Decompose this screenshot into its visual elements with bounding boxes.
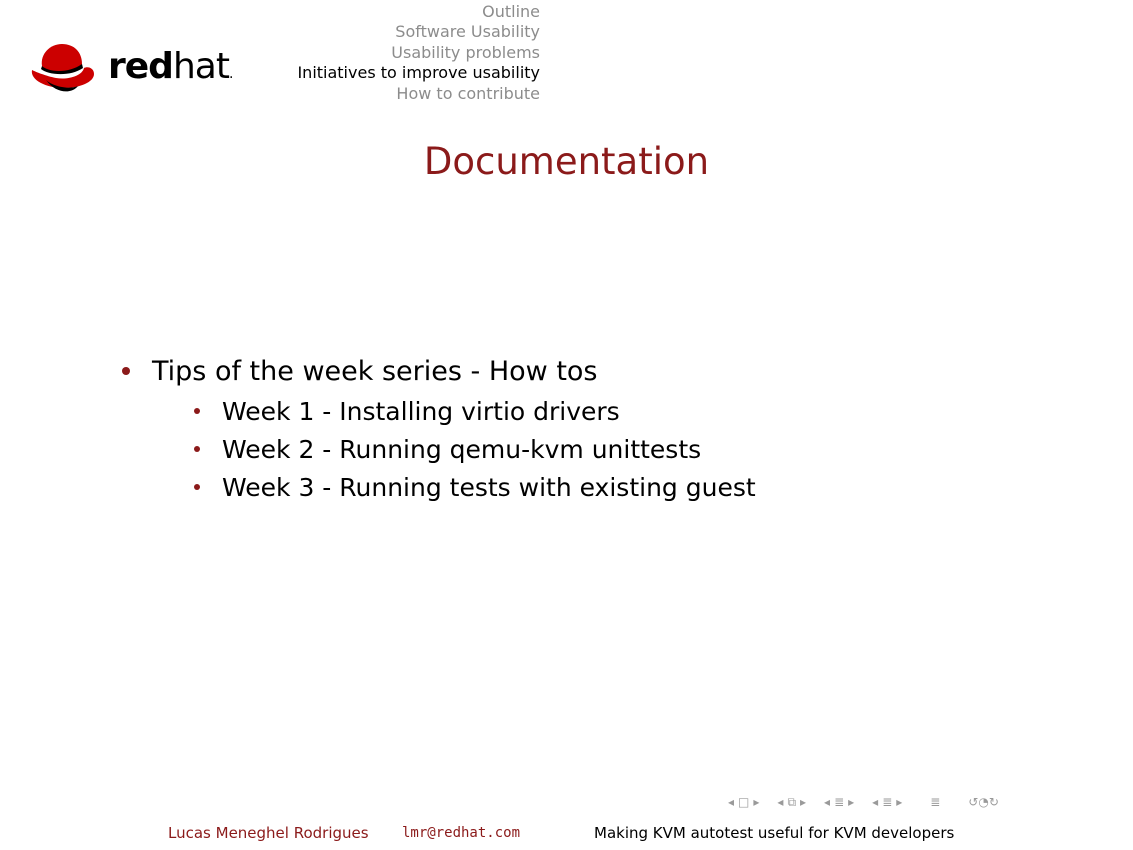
sub-list	[122, 392, 756, 506]
wordmark-red: red	[108, 45, 173, 87]
slide-content	[122, 350, 756, 506]
prev-subsection-icon[interactable]: ◂	[777, 795, 784, 809]
sub-bullet-icon	[194, 408, 200, 414]
wordmark-dot: .	[228, 65, 233, 82]
nav-section-usability-problems[interactable]: Usability problems	[391, 42, 540, 62]
sub-list-item	[194, 468, 756, 506]
slide-title: Documentation	[423, 140, 710, 183]
prev-frame-icon[interactable]: ◂	[728, 795, 735, 809]
footer-author: Lucas Meneghel Rodrigues	[168, 824, 369, 842]
nav-section-initiatives[interactable]: Initiatives to improve usability	[297, 63, 540, 83]
sub-list-item	[194, 392, 756, 430]
wordmark-hat: hat	[172, 45, 229, 87]
footer-talk-title: Making KVM autotest useful for KVM developers	[594, 824, 955, 842]
subsection-icon[interactable]: ⧉	[787, 794, 797, 809]
sub-list-item	[194, 430, 756, 468]
sub-bullet-icon	[194, 484, 200, 490]
footer-email: lmr@redhat.com	[402, 825, 521, 841]
redhat-logo	[28, 36, 232, 96]
outline-icon[interactable]: ≣	[930, 795, 941, 809]
next-subsection-icon[interactable]: ▸	[800, 795, 807, 809]
section-icon[interactable]: ≣	[834, 795, 845, 809]
nav-section-software-usability[interactable]: Software Usability	[395, 22, 540, 42]
next-frame-icon[interactable]: ▸	[753, 795, 760, 809]
frame-icon[interactable]: □	[738, 795, 750, 809]
nav-section-outline[interactable]: Outline	[482, 2, 540, 21]
bullet-text: Tips of the week series - How tos	[152, 355, 598, 387]
presentation-icon[interactable]: ≣	[882, 795, 893, 809]
shadowman-icon	[28, 36, 98, 96]
sub-bullet-icon	[194, 446, 200, 452]
beamer-navigation-symbols	[728, 792, 1118, 812]
prev-presentation-icon[interactable]: ◂	[872, 795, 879, 809]
section-navigation	[297, 2, 540, 104]
sub-bullet-text: Week 3 - Running tests with existing guest	[222, 472, 756, 502]
next-section-icon[interactable]: ▸	[848, 795, 855, 809]
sub-bullet-text: Week 1 - Installing virtio drivers	[222, 396, 620, 426]
redhat-wordmark	[108, 46, 232, 87]
nav-section-how-to-contribute[interactable]: How to contribute	[396, 83, 540, 103]
prev-section-icon[interactable]: ◂	[824, 795, 831, 809]
bullet-icon	[122, 367, 130, 375]
sub-bullet-text: Week 2 - Running qemu-kvm unittests	[222, 434, 702, 464]
next-presentation-icon[interactable]: ▸	[896, 795, 903, 809]
list-item	[122, 350, 756, 392]
search-icon[interactable]: ↺◔↻	[968, 795, 999, 809]
